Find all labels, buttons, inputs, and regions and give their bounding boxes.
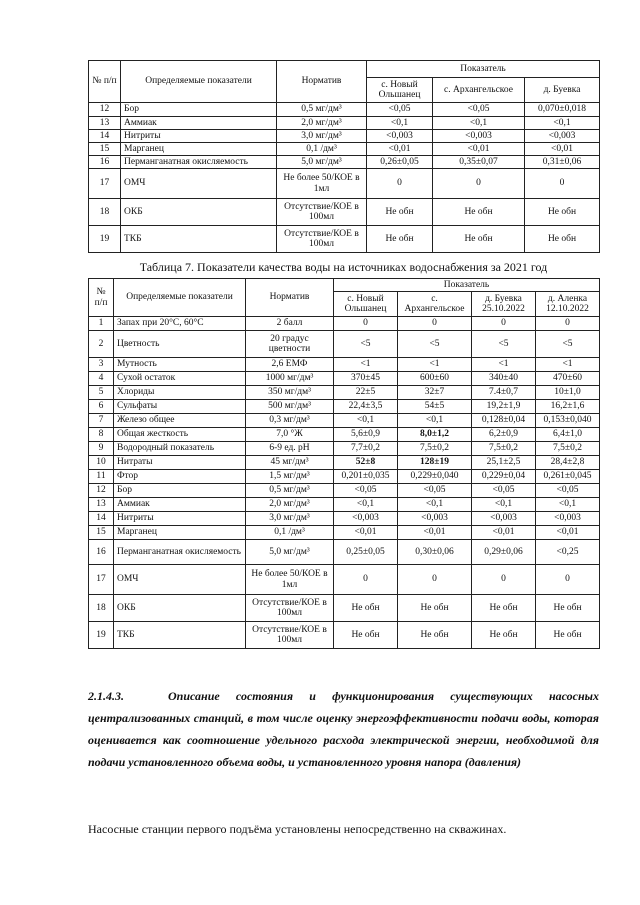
header-norm: Норматив xyxy=(277,61,367,103)
table-row xyxy=(89,156,600,169)
header-norm: Норматив xyxy=(246,279,334,317)
header-col: с. Архангельское xyxy=(398,292,472,317)
table-row xyxy=(89,565,600,595)
param-name: Бор xyxy=(121,103,277,117)
measured-value: 7,5±0,2 xyxy=(536,442,600,456)
measured-value: Не обн xyxy=(536,595,600,622)
measured-value: 22±5 xyxy=(334,386,398,400)
header-col: с. Архангельское xyxy=(433,78,525,103)
measured-value: 7,5±0,2 xyxy=(472,442,536,456)
measured-value: <1 xyxy=(398,358,472,372)
measured-value: <5 xyxy=(472,331,536,358)
table-row xyxy=(89,331,600,358)
measured-value: 0 xyxy=(525,169,600,199)
measured-value: 370±45 xyxy=(334,372,398,386)
measured-value: <5 xyxy=(536,331,600,358)
row-number: 15 xyxy=(89,143,121,156)
table-row xyxy=(89,526,600,540)
row-number: 6 xyxy=(89,400,114,414)
measured-value: 0,070±0,018 xyxy=(525,103,600,117)
param-name: Нитриты xyxy=(121,130,277,143)
table-row xyxy=(89,484,600,498)
norm-value: 1,5 мг/дм³ xyxy=(246,470,334,484)
measured-value: <0,05 xyxy=(536,484,600,498)
measured-value: 470±60 xyxy=(536,372,600,386)
norm-value: 2,0 мг/дм³ xyxy=(277,117,367,130)
measured-value: 25,1±2,5 xyxy=(472,456,536,470)
measured-value: 28,4±2,8 xyxy=(536,456,600,470)
table-row xyxy=(89,456,600,470)
row-number: 14 xyxy=(89,130,121,143)
norm-value: 0,3 мг/дм³ xyxy=(246,414,334,428)
header-group: Показатель xyxy=(334,279,600,292)
table-body xyxy=(89,103,600,253)
param-name: Марганец xyxy=(114,526,246,540)
measured-value: 5,6±0,9 xyxy=(334,428,398,442)
table-caption: Таблица 7. Показатели качества воды на источниках водоснабжения за 2021 год xyxy=(139,260,548,274)
measured-value: <0,1 xyxy=(398,414,472,428)
norm-value: 2,6 ЕМФ xyxy=(246,358,334,372)
row-number: 10 xyxy=(89,456,114,470)
measured-value: <1 xyxy=(472,358,536,372)
table-row xyxy=(89,372,600,386)
measured-value: Не обн xyxy=(472,595,536,622)
norm-value: 5,0 мг/дм³ xyxy=(246,540,334,565)
measured-value: 600±60 xyxy=(398,372,472,386)
measured-value: 0,229±0,040 xyxy=(398,470,472,484)
measured-value: <0,1 xyxy=(536,498,600,512)
measured-value: 0,29±0,06 xyxy=(472,540,536,565)
norm-value: 3,0 мг/дм³ xyxy=(277,130,367,143)
table-row xyxy=(89,103,600,117)
param-name: ТКБ xyxy=(121,226,277,253)
row-number: 5 xyxy=(89,386,114,400)
row-number: 18 xyxy=(89,199,121,226)
norm-value: Отсутствие/КОЕ в 100мл xyxy=(277,199,367,226)
measured-value: 10±1,0 xyxy=(536,386,600,400)
table-row xyxy=(89,199,600,226)
row-number: 16 xyxy=(89,540,114,565)
measured-value: <0,003 xyxy=(334,512,398,526)
norm-value: Отсутствие/КОЕ в 100мл xyxy=(246,622,334,649)
measured-value: 8,0±1,2 xyxy=(398,428,472,442)
param-name: Нитраты xyxy=(114,456,246,470)
param-name: Нитриты xyxy=(114,512,246,526)
table-row xyxy=(89,317,600,331)
table-row xyxy=(89,540,600,565)
row-number: 18 xyxy=(89,595,114,622)
measured-value: Не обн xyxy=(398,595,472,622)
norm-value: 45 мг/дм³ xyxy=(246,456,334,470)
row-number: 13 xyxy=(89,117,121,130)
param-name: Перманганатная окисляемость xyxy=(114,540,246,565)
table-row xyxy=(89,143,600,156)
measured-value: <0,1 xyxy=(334,498,398,512)
measured-value: 32±7 xyxy=(398,386,472,400)
water-quality-table-2021 xyxy=(88,278,600,649)
measured-value: <0,1 xyxy=(334,414,398,428)
measured-value: <0,1 xyxy=(433,117,525,130)
header-num: № п/п xyxy=(89,61,121,103)
row-number: 13 xyxy=(89,498,114,512)
measured-value: <0,01 xyxy=(367,143,433,156)
measured-value: Не обн xyxy=(433,226,525,253)
measured-value: <0,05 xyxy=(367,103,433,117)
param-name: Сухой остаток xyxy=(114,372,246,386)
measured-value: <0,1 xyxy=(472,498,536,512)
param-name: Фтор xyxy=(114,470,246,484)
measured-value: Не обн xyxy=(472,622,536,649)
measured-value: 7,7±0,2 xyxy=(334,442,398,456)
measured-value: <0,05 xyxy=(472,484,536,498)
measured-value: <0,05 xyxy=(398,484,472,498)
measured-value: 0,261±0,045 xyxy=(536,470,600,484)
measured-value: 340±40 xyxy=(472,372,536,386)
row-number: 4 xyxy=(89,372,114,386)
row-number: 1 xyxy=(89,317,114,331)
measured-value: 22,4±3,5 xyxy=(334,400,398,414)
measured-value: <0,1 xyxy=(525,117,600,130)
measured-value: 52±8 xyxy=(334,456,398,470)
measured-value: <0,003 xyxy=(525,130,600,143)
row-number: 7 xyxy=(89,414,114,428)
table-row xyxy=(89,622,600,649)
measured-value: 0 xyxy=(334,317,398,331)
table-row xyxy=(89,442,600,456)
table-row xyxy=(89,414,600,428)
measured-value: 7,5±0,2 xyxy=(398,442,472,456)
param-name: Запах при 20°С, 60°С xyxy=(114,317,246,331)
measured-value: <0,01 xyxy=(536,526,600,540)
header-col: д. Аленка 12.10.2022 xyxy=(536,292,600,317)
measured-value: 0 xyxy=(433,169,525,199)
measured-value: 0 xyxy=(334,565,398,595)
param-name: Сульфаты xyxy=(114,400,246,414)
measured-value: 0,128±0,04 xyxy=(472,414,536,428)
header-col: с. Новый Ольшанец xyxy=(334,292,398,317)
table-row xyxy=(89,130,600,143)
measured-value: <5 xyxy=(398,331,472,358)
measured-value: 0,153±0,040 xyxy=(536,414,600,428)
norm-value: 5,0 мг/дм³ xyxy=(277,156,367,169)
measured-value: 0 xyxy=(367,169,433,199)
table-body xyxy=(89,317,600,649)
table-row xyxy=(89,428,600,442)
row-number: 8 xyxy=(89,428,114,442)
section-number: 2.1.4.3. xyxy=(88,689,124,703)
norm-value: 2 балл xyxy=(246,317,334,331)
measured-value: <0,01 xyxy=(433,143,525,156)
measured-value: <0,003 xyxy=(472,512,536,526)
row-number: 17 xyxy=(89,565,114,595)
norm-value: 0,5 мг/дм³ xyxy=(277,103,367,117)
param-name: Марганец xyxy=(121,143,277,156)
norm-value: 3,0 мг/дм³ xyxy=(246,512,334,526)
param-name: Мутность xyxy=(114,358,246,372)
norm-value: 2,0 мг/дм³ xyxy=(246,498,334,512)
measured-value: Не обн xyxy=(334,595,398,622)
param-name: Водородный показатель xyxy=(114,442,246,456)
row-number: 11 xyxy=(89,470,114,484)
row-number: 16 xyxy=(89,156,121,169)
table-row xyxy=(89,117,600,130)
measured-value: 0 xyxy=(398,565,472,595)
measured-value: 0,35±0,07 xyxy=(433,156,525,169)
row-number: 19 xyxy=(89,622,114,649)
measured-value: <0,01 xyxy=(334,526,398,540)
measured-value: Не обн xyxy=(398,622,472,649)
norm-value: 7,0 °Ж xyxy=(246,428,334,442)
measured-value: 0 xyxy=(472,565,536,595)
norm-value: 20 градус цветности xyxy=(246,331,334,358)
norm-value: 350 мг/дм³ xyxy=(246,386,334,400)
table-row xyxy=(89,512,600,526)
row-number: 14 xyxy=(89,512,114,526)
measured-value: <0,05 xyxy=(334,484,398,498)
row-number: 19 xyxy=(89,226,121,253)
header-param: Определяемые показатели xyxy=(121,61,277,103)
table-row xyxy=(89,498,600,512)
param-name: ОМЧ xyxy=(114,565,246,595)
table-row xyxy=(89,470,600,484)
row-number: 2 xyxy=(89,331,114,358)
param-name: Аммиак xyxy=(114,498,246,512)
measured-value: <0,1 xyxy=(398,498,472,512)
norm-value: Не более 50/КОЕ в 1мл xyxy=(277,169,367,199)
norm-value: Отсутствие/КОЕ в 100мл xyxy=(246,595,334,622)
measured-value: 0,229±0,04 xyxy=(472,470,536,484)
body-paragraph: Насосные станции первого подъёма установлены непосредственно на скважинах. xyxy=(88,822,507,836)
norm-value: Не более 50/КОЕ в 1мл xyxy=(246,565,334,595)
header-num: № п/п xyxy=(89,279,114,317)
measured-value: <0,003 xyxy=(536,512,600,526)
measured-value: 0,25±0,05 xyxy=(334,540,398,565)
measured-value: Не обн xyxy=(525,226,600,253)
measured-value: <1 xyxy=(536,358,600,372)
table-row xyxy=(89,226,600,253)
header-col: д. Буевка 25.10.2022 xyxy=(472,292,536,317)
measured-value: 6,2±0,9 xyxy=(472,428,536,442)
measured-value: <0,003 xyxy=(398,512,472,526)
measured-value: <0,003 xyxy=(433,130,525,143)
row-number: 12 xyxy=(89,103,121,117)
measured-value: Не обн xyxy=(334,622,398,649)
measured-value: Не обн xyxy=(433,199,525,226)
measured-value: 0,30±0,06 xyxy=(398,540,472,565)
table-row xyxy=(89,358,600,372)
norm-value: 500 мг/дм³ xyxy=(246,400,334,414)
norm-value: 0,1 /дм³ xyxy=(277,143,367,156)
measured-value: 0,26±0,05 xyxy=(367,156,433,169)
norm-value: 6-9 ед. pH xyxy=(246,442,334,456)
param-name: Перманганатная окисляемость xyxy=(121,156,277,169)
measured-value: 54±5 xyxy=(398,400,472,414)
measured-value: <0,01 xyxy=(525,143,600,156)
param-name: Аммиак xyxy=(121,117,277,130)
measured-value: <1 xyxy=(334,358,398,372)
param-name: ОКБ xyxy=(121,199,277,226)
norm-value: 0,1 /дм³ xyxy=(246,526,334,540)
param-name: Общая жесткость xyxy=(114,428,246,442)
measured-value: 0 xyxy=(536,565,600,595)
measured-value: 7.4±0,7 xyxy=(472,386,536,400)
measured-value: <0,25 xyxy=(536,540,600,565)
table-row xyxy=(89,169,600,199)
table-row xyxy=(89,400,600,414)
measured-value: 16,2±1,6 xyxy=(536,400,600,414)
row-number: 3 xyxy=(89,358,114,372)
header-col: с. Новый Ольшанец xyxy=(367,78,433,103)
measured-value: 6,4±1,0 xyxy=(536,428,600,442)
section-title: Описание состояния и функционирования существующих насосных централизованных станций, в том числе оценку энергоэффективности подачи воды, которая оценивается как соотношение удельного расхода электрической энергии, необходимой для подачи установленного объема воды, и установленного уровня напора (давления) xyxy=(88,689,599,769)
table-row xyxy=(89,386,600,400)
param-name: ОМЧ xyxy=(121,169,277,199)
measured-value: Не обн xyxy=(367,226,433,253)
measured-value: <0,01 xyxy=(398,526,472,540)
norm-value: Отсутствие/КОЕ в 100мл xyxy=(277,226,367,253)
measured-value: 0,201±0,035 xyxy=(334,470,398,484)
norm-value: 1000 мг/дм³ xyxy=(246,372,334,386)
measured-value: 19,2±1,9 xyxy=(472,400,536,414)
measured-value: <0,01 xyxy=(472,526,536,540)
measured-value: 128±19 xyxy=(398,456,472,470)
measured-value: 0,31±0,06 xyxy=(525,156,600,169)
measured-value: 0 xyxy=(536,317,600,331)
norm-value: 0,5 мг/дм³ xyxy=(246,484,334,498)
water-quality-table-continued xyxy=(88,60,600,253)
header-param: Определяемые показатели xyxy=(114,279,246,317)
measured-value: <5 xyxy=(334,331,398,358)
header-group: Показатель xyxy=(367,61,600,78)
measured-value: Не обн xyxy=(536,622,600,649)
measured-value: Не обн xyxy=(525,199,600,226)
row-number: 17 xyxy=(89,169,121,199)
measured-value: Не обн xyxy=(367,199,433,226)
param-name: Хлориды xyxy=(114,386,246,400)
measured-value: <0,003 xyxy=(367,130,433,143)
param-name: ОКБ xyxy=(114,595,246,622)
param-name: Цветность xyxy=(114,331,246,358)
table-row xyxy=(89,595,600,622)
measured-value: 0 xyxy=(398,317,472,331)
measured-value: <0,05 xyxy=(433,103,525,117)
row-number: 9 xyxy=(89,442,114,456)
row-number: 15 xyxy=(89,526,114,540)
header-col: д. Буевка xyxy=(525,78,600,103)
param-name: ТКБ xyxy=(114,622,246,649)
measured-value: <0,1 xyxy=(367,117,433,130)
param-name: Бор xyxy=(114,484,246,498)
row-number: 12 xyxy=(89,484,114,498)
section-heading xyxy=(88,685,599,773)
measured-value: 0 xyxy=(472,317,536,331)
param-name: Железо общее xyxy=(114,414,246,428)
